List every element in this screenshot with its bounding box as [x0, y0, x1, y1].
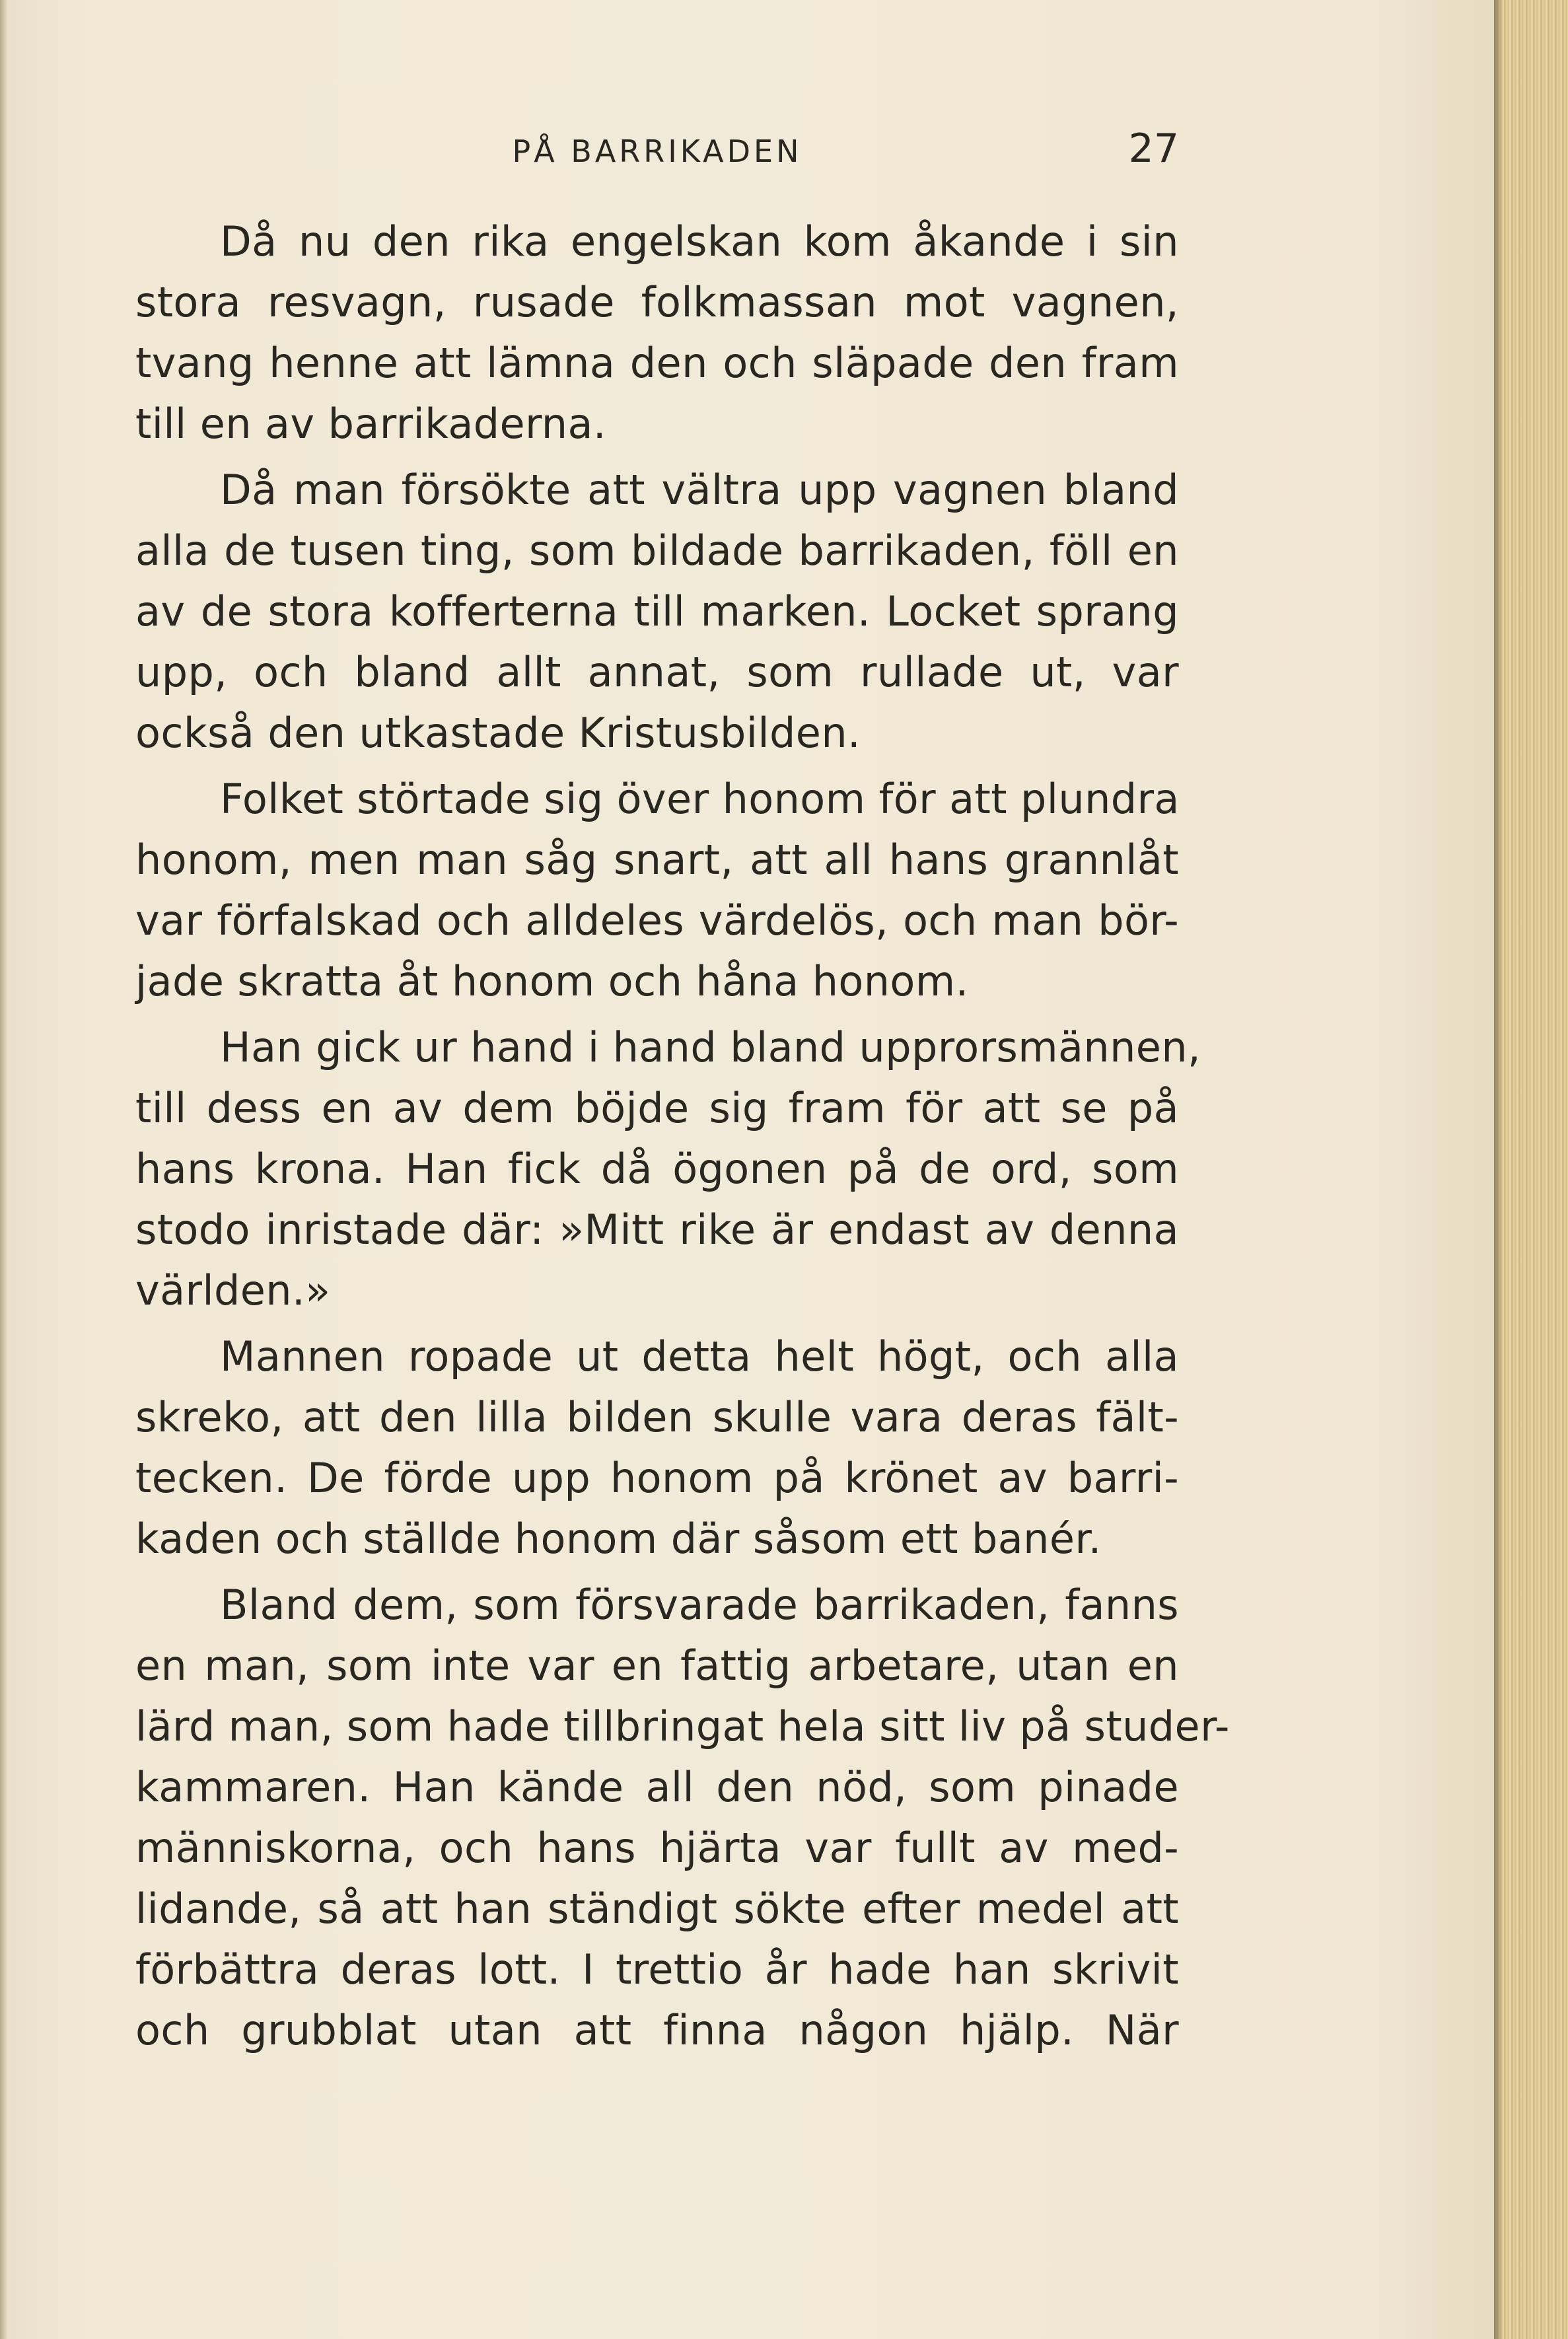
- paragraph: [135, 211, 1179, 454]
- text-line: jade skratta åt honom och håna honom.: [135, 957, 969, 1005]
- text-line: Folket störtade sig över honom för att plundra: [220, 775, 1180, 823]
- text-line: förbättra deras lott. I trettio år hade han skrivit: [135, 1945, 1179, 1994]
- text-line: människorna, och hans hjärta var fullt av med-: [135, 1824, 1179, 1872]
- text-line: också den utkastade Kristusbilden.: [135, 709, 861, 757]
- text-line: Då nu den rika engelskan kom åkande i sin: [220, 217, 1179, 266]
- page-gutter-edge: [0, 0, 7, 2339]
- text-line: stodo inristade där: »Mitt rike är endast av denna: [135, 1205, 1179, 1254]
- paragraph: [135, 1017, 1201, 1321]
- text-line: lärd man, som hade tillbringat hela sitt liv på studer-: [135, 1702, 1230, 1750]
- text-line: kaden och ställde honom där såsom ett banér.: [135, 1515, 1102, 1563]
- text-line: världen.»: [135, 1266, 331, 1314]
- text-line: skreko, att den lilla bilden skulle vara deras fält-: [135, 1393, 1179, 1441]
- paragraph: [135, 769, 1179, 1012]
- text-line: och grubblat utan att finna någon hjälp. När: [135, 2006, 1179, 2054]
- text-line: honom, men man såg snart, att all hans grannlåt: [135, 836, 1179, 884]
- text-line: var förfalskad och alldeles värdelös, och man bör-: [135, 896, 1179, 945]
- page-header: [135, 126, 1179, 178]
- text-line: av de stora kofferterna till marken. Locket sprang: [135, 587, 1179, 635]
- fore-edge-shadow: [1494, 0, 1503, 2339]
- body-text: [135, 211, 1230, 2061]
- running-head: PÅ BARRIKADEN: [512, 133, 802, 169]
- text-line: Mannen ropade ut detta helt högt, och alla: [220, 1332, 1179, 1381]
- text-line: en man, som inte var en fattig arbetare, utan en: [135, 1641, 1179, 1690]
- text-line: tecken. De förde upp honom på krönet av barri-: [135, 1454, 1179, 1502]
- text-line: hans krona. Han fick då ögonen på de ord, som: [135, 1145, 1179, 1193]
- paragraph: [135, 1575, 1230, 2061]
- text-line: tvang henne att lämna den och släpade den fram: [135, 339, 1179, 387]
- text-line: Bland dem, som försvarade barrikaden, fanns: [220, 1581, 1179, 1629]
- text-line: Då man försökte att vältra upp vagnen bland: [220, 466, 1179, 514]
- text-line: till en av barrikaderna.: [135, 400, 607, 448]
- page-number: 27: [1128, 126, 1179, 172]
- text-line: Han gick ur hand i hand bland upprorsmännen,: [220, 1023, 1201, 1071]
- text-line: stora resvagn, rusade folkmassan mot vagnen,: [135, 278, 1179, 326]
- paragraph: [135, 460, 1179, 764]
- book-fore-edge: [1494, 0, 1568, 2339]
- paragraph: [135, 1326, 1179, 1569]
- text-line: kammaren. Han kände all den nöd, som pinade: [135, 1763, 1179, 1811]
- text-line: till dess en av dem böjde sig fram för att se på: [135, 1084, 1179, 1132]
- text-line: alla de tusen ting, som bildade barrikaden, föll en: [135, 526, 1179, 575]
- text-line: lidande, så att han ständigt sökte efter medel att: [135, 1885, 1179, 1933]
- text-line: upp, och bland allt annat, som rullade ut, var: [135, 648, 1179, 696]
